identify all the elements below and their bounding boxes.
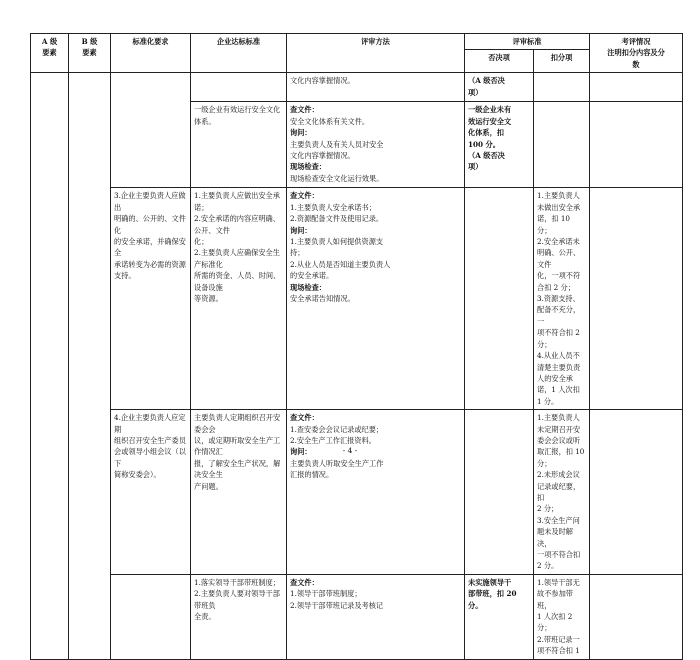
method-text: 1.查安委会会议记录或纪要； 2.安全生产工作汇报资料。 — [290, 424, 384, 445]
deduction-cell: 1.领导干部无故不参加带班， 1 人次扣 2 分； 2.带班记录一项不符合扣 1 — [534, 574, 590, 659]
notes-cell — [590, 574, 683, 659]
table-row — [31, 574, 683, 659]
method-heading: 询问： — [290, 128, 312, 138]
notes-cell — [590, 102, 683, 188]
method-text: 主要负责人听取安全生产工作 汇报的情况。 — [290, 458, 384, 480]
method-heading: 询问： — [290, 225, 312, 235]
header-standard-requirement: 标准化要求 — [111, 34, 191, 73]
enterprise-standard-cell: 主要负责人定期组织召开安委会会 议，或定期听取安全生产工作情况汇 报，了解安全生产状况，解决安全生 产问题。 — [191, 410, 287, 575]
veto-cell — [465, 73, 534, 102]
notes-cell — [590, 188, 683, 410]
deduction-cell — [534, 102, 590, 188]
header-evaluation-notes: 考评情况 注明扣分内容及分 数 — [590, 34, 683, 73]
deduction-cell — [534, 73, 590, 102]
table-row — [31, 73, 683, 102]
veto-text: （A 级否决 项） — [468, 76, 505, 97]
header-veto-item: 否决项 — [465, 50, 534, 73]
method-text: 1.主要负责人如何提供资源支 持； 2.从业人员是否知道主要负责人 的安全承诺。 — [290, 237, 391, 281]
review-method-cell — [287, 188, 465, 410]
review-method-cell — [287, 410, 465, 575]
review-method-cell — [287, 102, 465, 188]
notes-cell — [590, 410, 683, 575]
table-row — [31, 188, 683, 410]
veto-text: 未实施领导干 部带班，扣 20 分。 — [468, 577, 517, 610]
method-text: 安全承诺告知情况。 — [290, 294, 355, 304]
deduction-cell: 1.主要负责人未定期召开安 委会会议或听取汇报，扣 10 分； 2.未形成会议记录或纪要，扣 2 分； 3.安全生产问题未及时解决， 一项不符合扣 2 分。 — [534, 410, 590, 575]
veto-cell — [465, 102, 534, 188]
method-text: 1.领导干部带班制度； 2.领导干部带班记录及考核记 — [290, 589, 384, 610]
method-heading: 查文件： — [290, 413, 319, 423]
a-level-cell — [31, 73, 69, 659]
review-method-cell — [287, 574, 465, 659]
standard-requirement-cell — [111, 574, 191, 659]
standard-requirement-cell: 3.企业主要负责人应做出 明确的、公开的、文件化 的安全承诺，并确保安全 承诺转变为必需的资源 支持。 — [111, 188, 191, 410]
enterprise-standard-cell: 一级企业有效运行安全文化体系。 — [191, 102, 287, 188]
veto-cell — [465, 574, 534, 659]
header-b-level: B 级 要素 — [69, 34, 111, 73]
veto-cell — [465, 410, 534, 575]
notes-cell — [590, 73, 683, 102]
enterprise-standard-cell: 1.主要负责人应做出安全承诺； 2.安全承诺的内容应明确、公开、文件 化； 2.主要负责人应确保安全生产标准化 所需的资金、人员、时间、设备设施 等资源。 — [191, 188, 287, 410]
method-text: 主要负责人及有关人员对安全 文化内容掌握情况。 — [290, 139, 384, 161]
veto-cell — [465, 188, 534, 410]
header-review-criteria: 评审标准 — [465, 34, 590, 50]
method-heading: 现场检查： — [290, 282, 326, 292]
header-enterprise-standard: 企业达标标准 — [191, 34, 287, 73]
method-heading: 查文件： — [290, 191, 319, 201]
method-text: 文化内容掌握情况。 — [290, 76, 355, 86]
standard-requirement-cell: 4.企业主要负责人应定期 组织召开安全生产委员 会或领导小组会议（以下 简称安委会）。 — [111, 410, 191, 575]
standard-requirement-cell — [111, 73, 191, 188]
page-number: - 4 - — [342, 446, 358, 455]
table-header-row — [31, 34, 683, 50]
method-heading: 现场检查： — [290, 162, 326, 172]
standards-table — [30, 33, 683, 660]
method-text: 现场检查安全文化运行效果。 — [290, 173, 384, 183]
deduction-cell: 1.主要负责人未做出安全承 诺，扣 10 分； 2.安全承诺未明确、公开、文件 化，一项不符合扣 2 分； 3.资源支持、配备不充分，一 项不符合扣 2 分； 4.从业人员不清楚主要负责 人的安全承诺，1 人次扣 1 分。 — [534, 188, 590, 410]
method-text: 1.主要负责人安全承诺书； 2.资源配备文件及使用记录。 — [290, 202, 384, 224]
method-text: 安全文化体系有关文件。 — [290, 116, 370, 126]
header-deduction-item: 扣分项 — [534, 50, 590, 73]
header-a-level: A 级 要素 — [31, 34, 69, 73]
table-row — [31, 410, 683, 575]
enterprise-standard-cell — [191, 73, 287, 102]
review-method-cell — [287, 73, 465, 102]
veto-text: 一级企业未有 效运行安全文 化体系，扣 100 分。 （A 级否决 项） — [468, 105, 512, 172]
method-heading: 询问： — [290, 447, 312, 457]
method-heading: 查文件： — [290, 105, 319, 115]
method-heading: 查文件： — [290, 577, 319, 587]
b-level-cell — [69, 73, 111, 659]
header-review-method: 评审方法 — [287, 34, 465, 73]
enterprise-standard-cell: 1.落实领导干部带班制度； 2.主要负责人要对领导干部带班负 全责。 — [191, 574, 287, 659]
